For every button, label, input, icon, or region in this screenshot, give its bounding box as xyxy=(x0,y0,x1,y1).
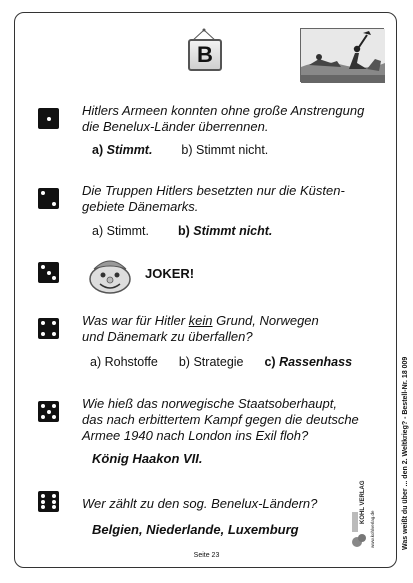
die-pip xyxy=(41,494,45,498)
question-2-line-2: gebiete Dänemarks. xyxy=(82,199,199,214)
die-five-icon xyxy=(38,401,59,422)
option-label: b) xyxy=(177,224,190,238)
die-pip xyxy=(52,202,56,206)
question-1-line-2: die Benelux-Länder überrennen. xyxy=(82,119,269,134)
die-pip xyxy=(41,265,45,269)
die-pip xyxy=(41,321,45,325)
page-footer: Seite 23 xyxy=(193,552,220,559)
die-pip xyxy=(47,410,51,414)
die-three-icon xyxy=(38,262,59,283)
option-correct: Stimmt nicht. xyxy=(193,224,273,238)
card-letter-sign: B xyxy=(188,39,222,71)
question-2 xyxy=(82,183,372,215)
question-1-line-1: Hitlers Armeen konnten ohne große Anstrengung xyxy=(82,103,365,118)
joker-face-icon xyxy=(88,255,132,297)
die-pip xyxy=(47,271,51,275)
die-pip xyxy=(47,117,51,121)
side-caption-text: Was weißt du über ... den 2. Weltkrieg? - Bestell-Nr. 18 009 xyxy=(402,356,409,550)
question-5-answer: König Haakon VII. xyxy=(92,451,203,466)
die-pip xyxy=(52,500,56,504)
question-6-line-1: Wer zählt zu den sog. Benelux-Ländern? xyxy=(82,496,318,511)
option-label: b) xyxy=(181,143,193,157)
question-5-line-2: das nach erbittertem Kampf gegen die deutsche xyxy=(82,412,359,427)
option-text: Stimmt. xyxy=(106,224,149,238)
option-correct: Stimmt. xyxy=(106,143,153,157)
question-4-text-pre: Was war für Hitler xyxy=(82,313,189,328)
option-label: a) xyxy=(90,355,102,369)
die-two-icon xyxy=(38,188,59,209)
question-1 xyxy=(82,103,372,135)
publisher-logo-url: www.kohlverlag.de xyxy=(370,510,375,548)
side-caption xyxy=(392,230,409,550)
die-pip xyxy=(41,191,45,195)
joker-label: JOKER! xyxy=(145,266,195,281)
option-label: a) xyxy=(92,224,104,238)
question-4-underlined: kein xyxy=(188,313,213,328)
option-text: Rohstoffe xyxy=(104,355,158,369)
die-pip xyxy=(52,494,56,498)
publisher-logo xyxy=(350,480,378,550)
die-pip xyxy=(52,332,56,336)
question-4 xyxy=(82,313,372,345)
die-pip xyxy=(41,332,45,336)
question-2-options xyxy=(92,224,272,238)
question-4-line-2: und Dänemark zu überfallen? xyxy=(82,329,253,344)
option-label: c) xyxy=(264,355,276,369)
option-text: Strategie xyxy=(193,355,244,369)
option-label: a) xyxy=(92,143,104,157)
die-pip xyxy=(52,404,56,408)
die-pip xyxy=(52,415,56,419)
soldiers-image xyxy=(301,29,385,83)
publisher-logo-name: KOHL VERLAG xyxy=(360,480,366,524)
die-one-icon xyxy=(38,108,59,129)
question-6-answer: Belgien, Niederlande, Luxemburg xyxy=(92,522,299,537)
question-4-text-post: Grund, Norwegen xyxy=(212,313,319,328)
option-text: Stimmt nicht. xyxy=(196,143,269,157)
die-pip xyxy=(41,404,45,408)
quiz-card xyxy=(14,12,397,568)
die-pip xyxy=(41,505,45,509)
die-four-icon xyxy=(38,318,59,339)
question-5 xyxy=(82,396,372,444)
question-4-options xyxy=(90,355,352,369)
question-1-options xyxy=(92,143,268,157)
die-pip xyxy=(52,321,56,325)
publisher-logo-icon xyxy=(350,480,378,550)
option-correct: Rassenhass xyxy=(279,355,353,369)
die-pip xyxy=(52,505,56,509)
question-4-line-1 xyxy=(82,313,372,329)
question-2-line-1: Die Truppen Hitlers besetzten nur die Küsten- xyxy=(82,183,345,198)
question-5-line-1: Wie hieß das norwegische Staatsoberhaupt, xyxy=(82,396,337,411)
option-label: b) xyxy=(178,355,190,369)
die-pip xyxy=(41,415,45,419)
die-six-icon xyxy=(38,491,59,512)
question-5-line-3: Armee 1940 nach London ins Exil floh? xyxy=(82,428,309,443)
die-pip xyxy=(41,500,45,504)
question-6 xyxy=(82,496,372,512)
soldiers-photo xyxy=(300,28,384,82)
die-pip xyxy=(52,276,56,280)
